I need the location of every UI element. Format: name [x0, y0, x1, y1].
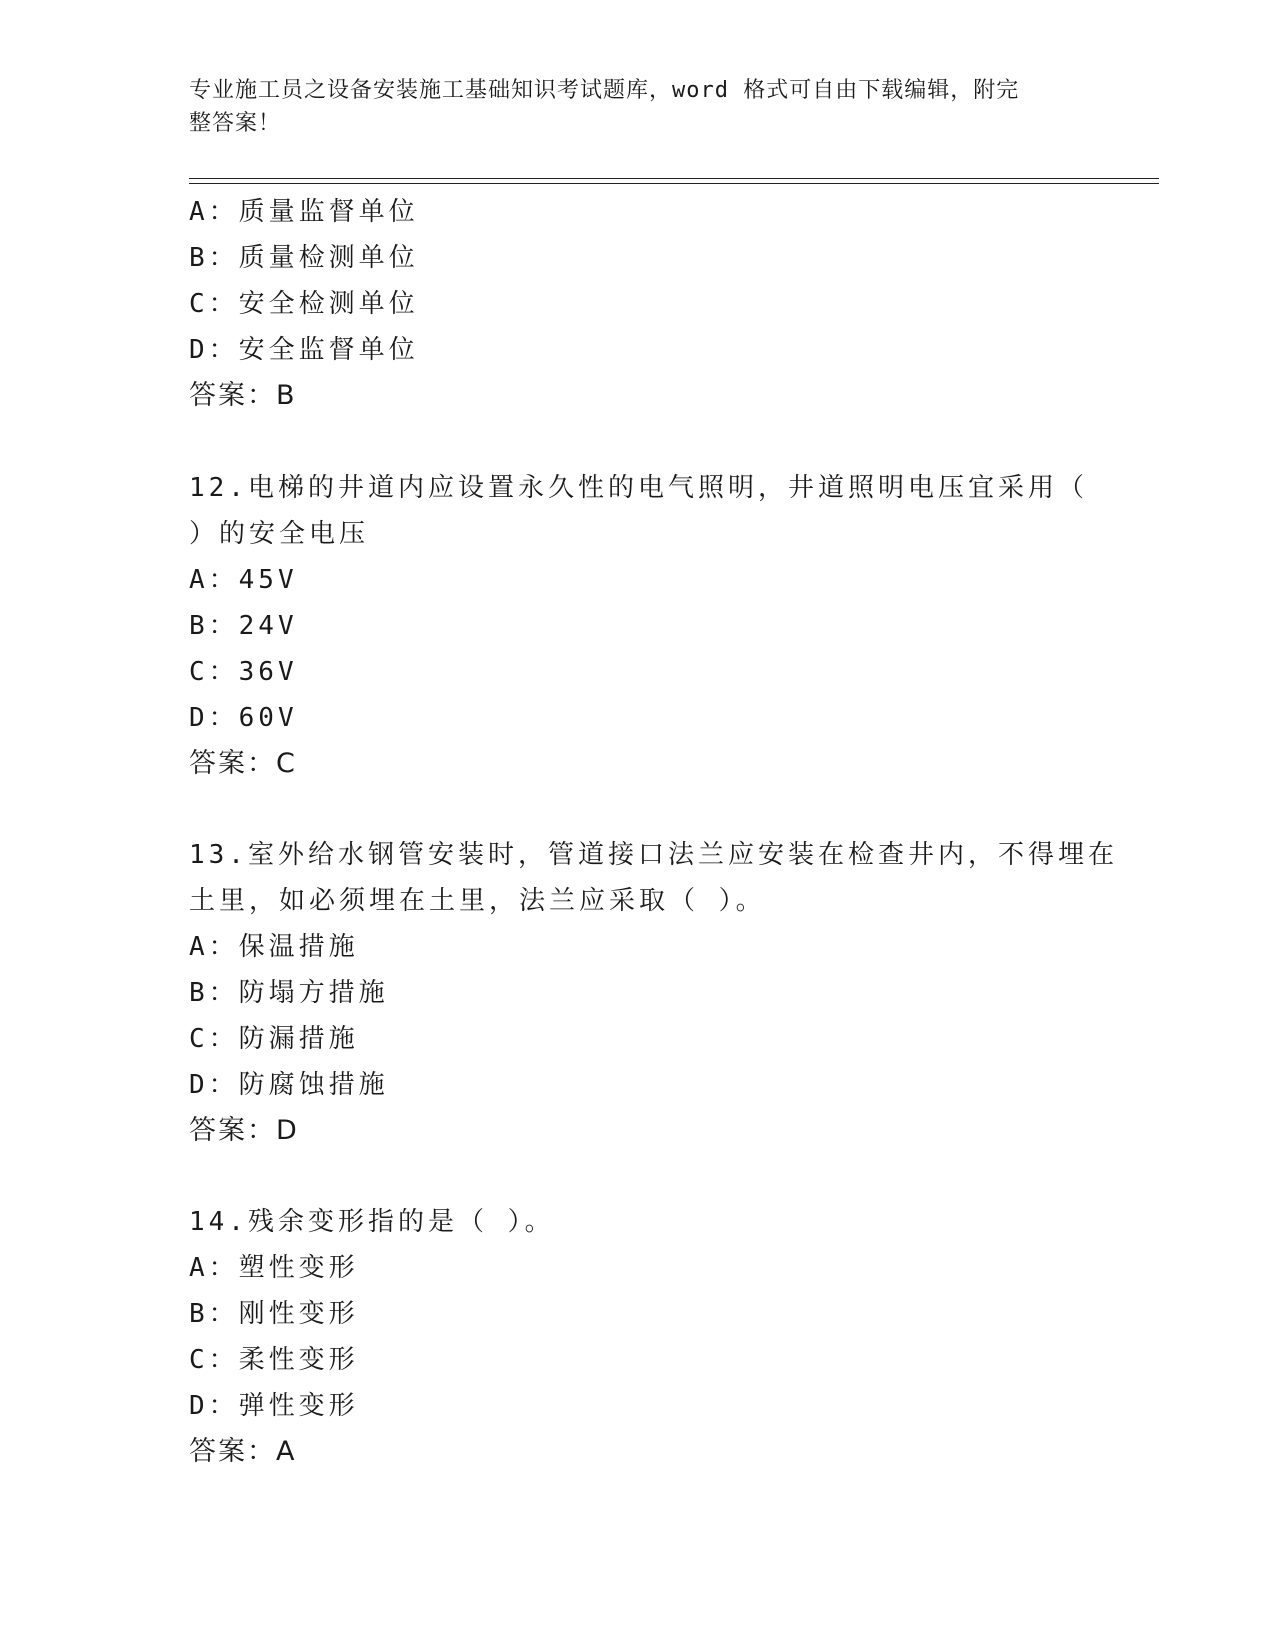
header-line-1: 专业施工员之设备安装施工基础知识考试题库，word 格式可自由下载编辑，附完 — [189, 78, 1020, 103]
option-b: B：24V — [189, 611, 298, 641]
header-line-2: 整答案！ — [189, 111, 282, 136]
question-13 — [189, 832, 1118, 1154]
answer: 答案：D — [189, 1115, 299, 1146]
spacer — [189, 419, 1089, 465]
option-d: D：安全监督单位 — [189, 335, 419, 365]
spacer — [189, 1154, 1089, 1199]
option-c: C：防漏措施 — [189, 1024, 359, 1054]
question-11 — [189, 189, 1089, 419]
question-stem-line-1: 12.电梯的井道内应设置永久性的电气照明，井道照明电压宜采用（ — [189, 473, 1088, 503]
question-14 — [189, 1199, 1089, 1475]
option-d: D：防腐蚀措施 — [189, 1070, 389, 1100]
option-c: C：安全检测单位 — [189, 289, 419, 319]
answer: 答案：A — [189, 1436, 297, 1467]
option-a: A：45V — [189, 565, 298, 595]
question-stem-line-2: 土里，如必须埋在土里，法兰应采取（ ）。 — [189, 886, 766, 916]
question-stem-line-1: 14.残余变形指的是（ ）。 — [189, 1207, 555, 1237]
answer: 答案：B — [189, 380, 297, 411]
question-12 — [189, 465, 1089, 787]
option-b: B：防塌方措施 — [189, 978, 389, 1008]
document-body — [189, 189, 1118, 1475]
option-d: D：60V — [189, 703, 298, 733]
option-b: B：刚性变形 — [189, 1299, 359, 1329]
option-a: A：塑性变形 — [189, 1253, 359, 1283]
answer: 答案：C — [189, 748, 297, 779]
option-b: B：质量检测单位 — [189, 243, 419, 273]
option-c: C：36V — [189, 657, 298, 687]
header-divider-top — [189, 178, 1159, 179]
option-a: A：质量监督单位 — [189, 197, 419, 227]
option-d: D：弹性变形 — [189, 1391, 359, 1421]
spacer — [189, 787, 1089, 832]
option-a: A：保温措施 — [189, 932, 359, 962]
question-stem-line-1: 13.室外给水钢管安装时，管道接口法兰应安装在检查井内，不得埋在 — [189, 840, 1118, 870]
document-header — [189, 74, 1089, 140]
option-c: C：柔性变形 — [189, 1345, 359, 1375]
question-stem-line-2: ）的安全电压 — [189, 519, 370, 549]
header-divider-bottom — [189, 183, 1159, 184]
